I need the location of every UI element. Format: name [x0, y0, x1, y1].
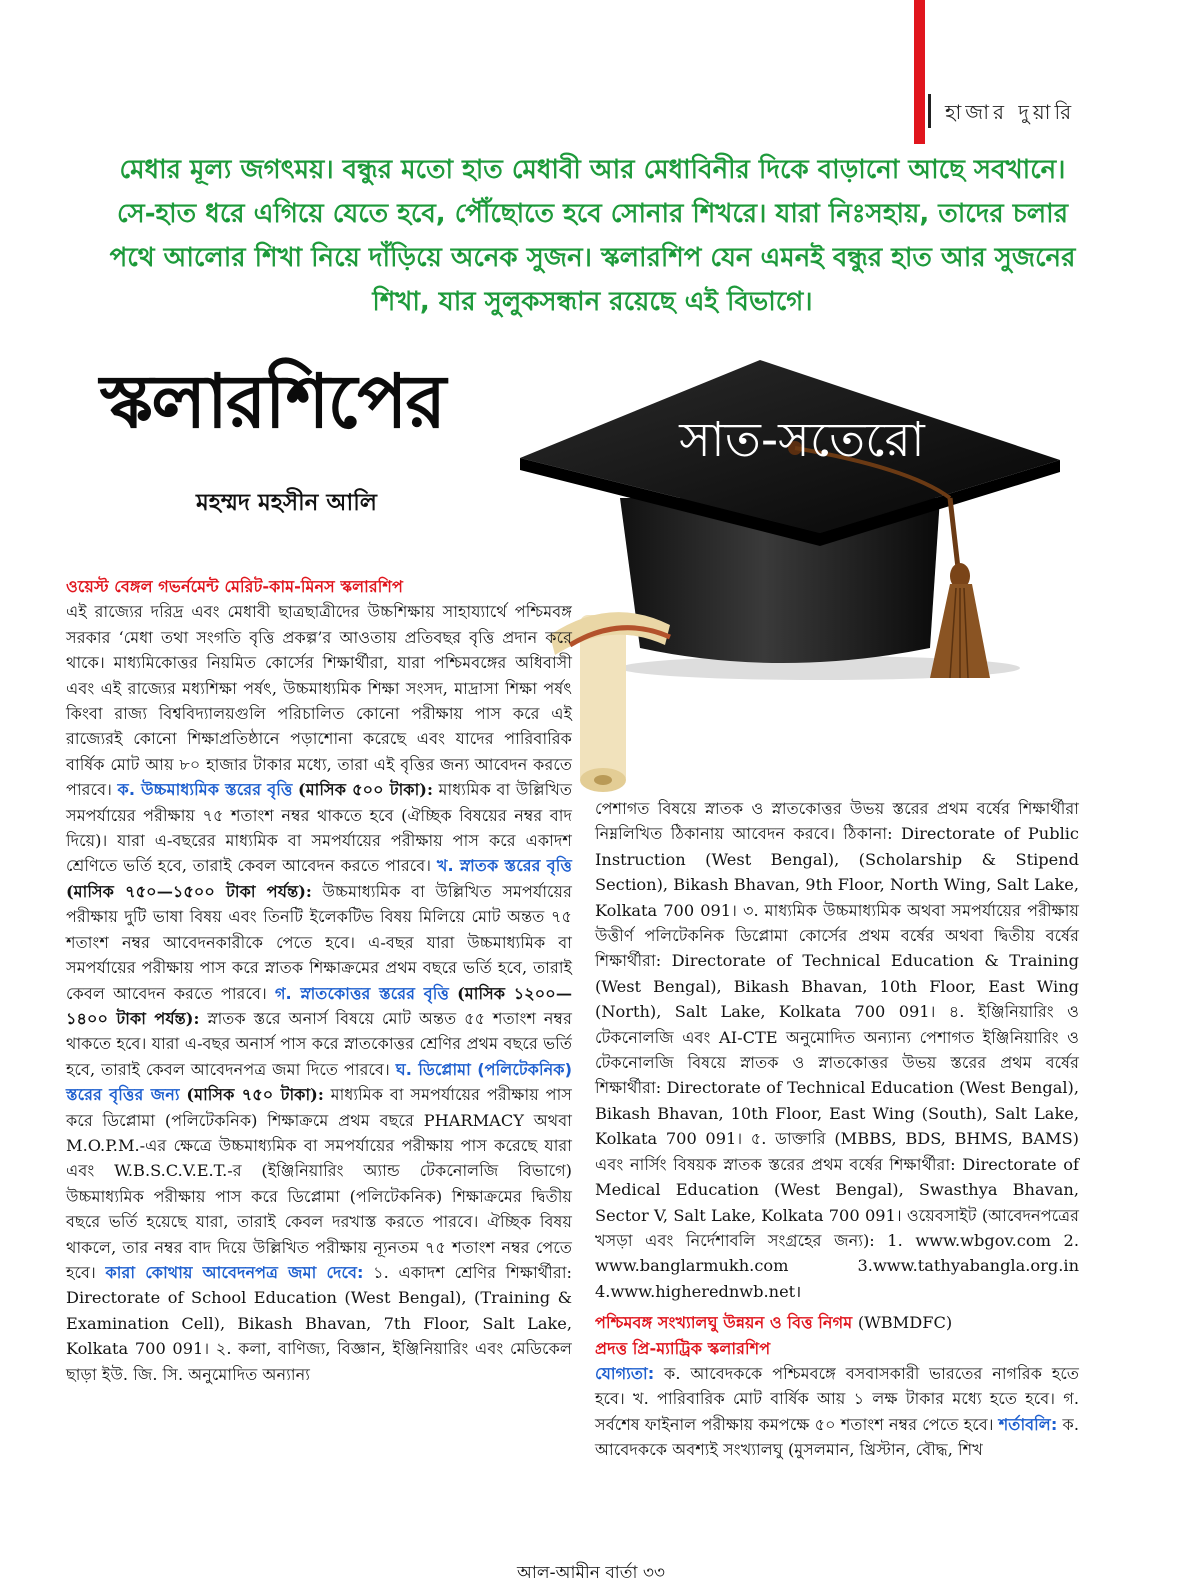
graduate-scholarship-amount: (মাসিক ৭৫০—১৫০০ টাকা পর্যন্ত):	[66, 881, 312, 901]
section1-continued-text: পেশাগত বিষয়ে স্নাতক ও স্নাতকোত্তর উভয় স্তরের প্রথম বর্ষের শিক্ষার্থীরা নিম্নলিখিত ঠিকানায় আবেদন করবে। ঠিকানা: Directorate of Public Instruction (West Bengal), (Scholarship & Stipend Section), Bikash Bhavan, 9th Floor, North Wing, Salt Lake, Kolkata 700 091। ৩. মাধ্যমিক উচ্চমাধ্যমিক অথবা সমপর্যায়ের পরীক্ষায় উত্তীর্ণ পলিটেকনিক ডিপ্লোমা কোর্সের প্রথম বর্ষের অথবা দ্বিতীয় বর্ষের শিক্ষার্থীরা: Directorate of Technical Education & Training (West Bengal), Bikash Bhavan, 10th Floor, East Wing (North), Salt Lake, Kolkata 700 091। ৪. ইঞ্জিনিয়ারিং ও টেকনোলজি এবং AI-CTE অনুমোদিত অন্যান্য পেশাগত ইঞ্জিনিয়ারিং ও টেকনোলজি বিষয়ে স্নাতক ও স্নাতকোত্তর উভয় স্তরের প্রথম বর্ষের শিক্ষার্থীরা: Directorate of Technical Education (West Bengal), Bikash Bhavan, 10th Floor, East Wing (South), Salt Lake, Kolkata 700 091। ৫. ডাক্তারি (MBBS, BDS, BHMS, BAMS) এবং নার্সিং বিষয়ক স্নাতক স্তরের প্রথম বর্ষের শিক্ষার্থীরা: Directorate of Medical Education (West Bengal), Swasthya Bhavan, Sector V, Salt Lake, Kolkata 700 091। ওয়েবসাইট (আবেদনপত্রের খসড়া এবং নির্দেশাবলি সংগ্রহের জন্য): 1. www.wbgov.com 2. www.banglarmukh.com 3.www.tathyabangla.org.in 4.www.higherednwb.net।	[595, 799, 1079, 1301]
postgraduate-scholarship-amount: (মাসিক ১২০০—১৪০০ টাকা পর্যন্ত):	[66, 983, 573, 1028]
author-name: মহম্মদ মহসীন আলি	[196, 490, 377, 516]
article-title: স্কলারশিপের	[100, 359, 445, 445]
eligibility-text: ক. আবেদককে পশ্চিমবঙ্গে বসবাসকারী ভারতের নাগরিক হতে হবে। খ. পারিবারিক মোট বার্ষিক আয় ১ লক্ষ টাকার মধ্যে হতে হবে। গ. সর্বশেষ ফাইনাল পরীক্ষায় কমপক্ষে ৫০ শতাংশ নম্বর পেতে হবে।	[595, 1363, 1079, 1434]
article-column-right	[595, 796, 1079, 1463]
diploma-scholarship-amount: (মাসিক ৭৫০ টাকা):	[186, 1085, 324, 1105]
section2-subheading: প্রদত্ত প্রি-ম্যাট্রিক স্কলারশিপ	[595, 1338, 771, 1358]
where-to-apply-label: কারা কোথায় আবেদনপত্র জমা দেবে:	[105, 1262, 364, 1282]
section2-heading	[595, 1310, 1079, 1335]
intro-text: মেধার মূল্য জগৎময়। বন্ধুর মতো হাত মেধাবী আর মেধাবিনীর দিকে বাড়ানো আছে সবখানে। সে-হাত ধরে এগিয়ে যেতে হবে, পৌঁছোতে হবে সোনার শিখরে। যারা নিঃসহায়, তাদের চলার পথে আলোর শিখা নিয়ে দাঁড়িয়ে অনেক সুজন। স্কলারশিপ যেন এমনই বন্ধুর হাত আর সুজনের শিখা, যার সুলুকসন্ধান রয়েছে এই বিভাগে।	[109, 155, 1076, 317]
section1-body	[66, 599, 572, 1387]
magazine-name: আল-আমীন বার্তা	[517, 1563, 638, 1583]
article-column-left	[66, 574, 572, 1387]
postgraduate-scholarship-text: স্নাতক স্তরে অনার্স বিষয়ে মোট অন্তত ৫৫ শতাংশ নম্বর থাকতে হবে। যারা এ-বছর অনার্স পাস করে স্নাতকোত্তর শ্রেণির প্রথম বছরে ভর্তি হবে, তারাই কেবল আবেদনপত্র জমা দিতে পারবে।	[66, 1008, 572, 1079]
conditions-text: ক. আবেদককে অবশ্যই সংখ্যালঘু (মুসলমান, খ্রিস্টান, বৌদ্ধ, শিখ	[595, 1414, 1079, 1460]
hs-scholarship-label: ক. উচ্চমাধ্যমিক স্তরের বৃত্তি	[117, 780, 293, 800]
eligibility-label: যোগ্যতা:	[595, 1363, 655, 1383]
conditions-label: শর্তাবলি:	[998, 1414, 1058, 1434]
diploma-scholarship-text: মাধ্যমিক বা সমপর্যায়ের পরীক্ষায় পাস করে ডিপ্লোমা (পলিটেকনিক) শিক্ষাক্রমে প্রথম বছরে PHARMACY অথবা M.O.P.M.-এর ক্ষেত্রে উচ্চমাধ্যমিক বা সমপর্যায়ের পরীক্ষায় পাস করেছে যারা এবং W.B.S.C.V.E.T.-র (ইঞ্জিনিয়ারিং অ্যান্ড টেকনোলজি বিভাগে) উচ্চমাধ্যমিক পরীক্ষায় পাস করে ডিপ্লোমা (পলিটেকনিক) শিক্ষাক্রমের দ্বিতীয় বছরে ভর্তি হয়েছে যারা, তারাই কেবল দরখাস্ত করতে পারবে। ঐচ্ছিক বিষয় থাকলে, তার নম্বর বাদ দিয়ে উল্লিখিত পরীক্ষায় ন্যূনতম ৭৫ শতাংশ নম্বর পেতে হবে।	[66, 1085, 572, 1282]
page-number: ৩৩	[642, 1563, 665, 1583]
section-tag	[928, 94, 1182, 128]
section2-heading-abbr: (WBMDFC)	[857, 1313, 953, 1333]
postgraduate-scholarship-label: গ. স্নাতকোত্তর স্তরের বৃত্তি	[274, 983, 449, 1003]
where-to-apply-text: ১. একাদশ শ্রেণির শিক্ষার্থীরা: Directorate of School Education (West Bengal), (Training & Examination Cell), Bikash Bhavan, 7th Floor, Salt Lake, Kolkata 700 091। ২. কলা, বাণিজ্য, বিজ্ঞান, ইঞ্জিনিয়ারিং এবং মেডিকেল ছাড়া ইউ. জি. সি. অনুমোদিত অন্যান্য	[66, 1262, 572, 1384]
section1-heading: ওয়েস্ট বেঙ্গল গভর্নমেন্ট মেরিট-কাম-মিনস স্কলারশিপ	[66, 577, 403, 596]
section1-intro-text: এই রাজ্যের দরিদ্র এবং মেধাবী ছাত্রছাত্রীদের উচ্চশিক্ষায় সাহায্যার্থে পশ্চিমবঙ্গ সরকার ‘মেধা তথা সংগতি বৃত্তি প্রকল্প’র আওতায় প্রতিবছর বৃত্তি প্রদান করে থাকে। মাধ্যমিকোত্তর নিয়মিত কোর্সের শিক্ষার্থীরা, যারা পশ্চিমবঙ্গের অধিবাসী এবং এই রাজ্যের মধ্যশিক্ষা পর্ষৎ, উচ্চমাধ্যমিক শিক্ষা সংসদ, মাদ্রাসা শিক্ষা পর্ষৎ কিংবা রাজ্য বিশ্ববিদ্যালয়গুলি পরিচালিত কোনো পরীক্ষায় পাস করে এই রাজ্যেরই কোনো শিক্ষাপ্রতিষ্ঠানে পড়াশোনা করেছে এবং যাদের পারিবারিক বার্ষিক মোট আয় ৮০ হাজার টাকার মধ্যে, তারা এই বৃত্তির জন্য আবেদন করতে পারবে।	[66, 602, 572, 800]
page-footer	[0, 1560, 1182, 1588]
section2-body	[595, 1361, 1079, 1463]
graduate-scholarship-label: খ. স্নাতক স্তরের বৃত্তি	[436, 856, 572, 876]
section-tag-text: হাজার দুয়ারি	[945, 100, 1076, 124]
hs-scholarship-amount: (মাসিক ৫০০ টাকা):	[298, 780, 433, 800]
header-red-bar	[914, 0, 925, 144]
graduate-scholarship-text: উচ্চমাধ্যমিক বা উল্লিখিত সমপর্যায়ের পরীক্ষায় দুটি ভাষা বিষয় এবং তিনটি ইলেকটিভ বিষয় মিলিয়ে মোট অন্তত ৭৫ শতাংশ নম্বর আবেদনকারীকে পেতে হবে। এ-বছর যারা উচ্চমাধ্যমিক বা সমপর্যায়ের পরীক্ষায় পাস করে স্নাতক শিক্ষাক্রমের প্রথম বছরে ভর্তি হবে, তারাই কেবল আবেদন করতে পারবে।	[66, 881, 572, 1003]
section2-heading-text: পশ্চিমবঙ্গ সংখ্যালঘু উন্নয়ন ও বিত্ত নিগম	[595, 1313, 853, 1333]
diploma-scholarship-label: ঘ. ডিপ্লোমা (পলিটেকনিক) স্তরের বৃত্তির জন্য	[66, 1059, 572, 1105]
hs-scholarship-text: মাধ্যমিক বা উল্লিখিত সমপর্যায়ের পরীক্ষায় ৭৫ শতাংশ নম্বর থাকতে হবে (ঐচ্ছিক বিষয়ের নম্বর বাদ দিয়ে)। যারা এ-বছরের মাধ্যমিক বা সমপর্যায়ের পরীক্ষায় পাস করে একাদশ শ্রেণিতে ভর্তি হবে, তারাই কেবল আবেদন করতে পারবে।	[66, 780, 573, 876]
cap-title-text: সাত-সতেরো	[679, 412, 925, 468]
